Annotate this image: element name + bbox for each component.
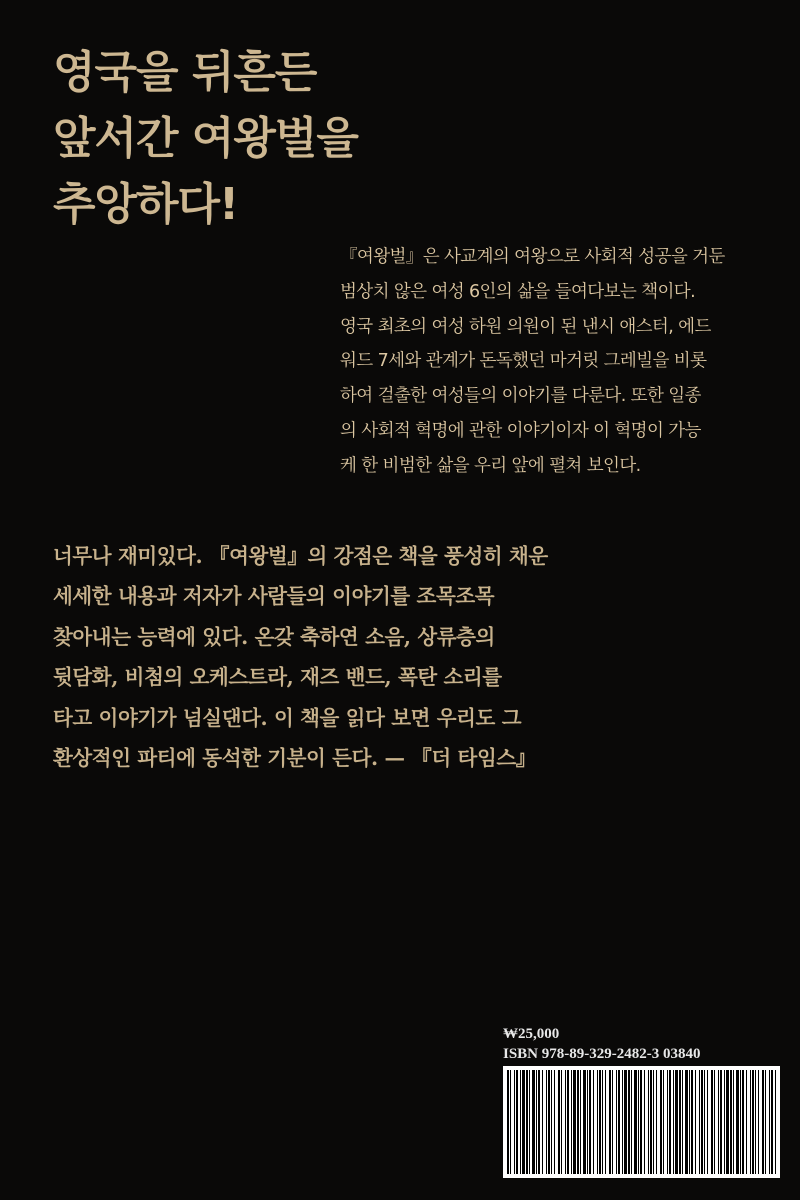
review-line-6: 환상적인 파티에 동석한 기분이 든다. — 『더 타임스』 [53, 746, 536, 771]
price-isbn-block [503, 1024, 701, 1064]
isbn-label: ISBN 978-89-329-2482-3 03840 [503, 1046, 701, 1062]
barcode [503, 1066, 780, 1178]
review-line-2: 세세한 내용과 저자가 사람들의 이야기를 조목조목 [53, 584, 495, 609]
review-line-4: 뒷담화, 비첨의 오케스트라, 재즈 밴드, 폭탄 소리를 [53, 665, 502, 690]
summary-line-3: 영국 최초의 여성 하원 의원이 된 낸시 애스터, 에드 [340, 316, 711, 337]
headline [53, 40, 358, 238]
review-line-5: 타고 이야기가 넘실댄다. 이 책을 읽다 보면 우리도 그 [53, 705, 522, 730]
review-line-3: 찾아내는 능력에 있다. 온갖 축하연 소음, 상류층의 [53, 624, 495, 649]
summary-line-2: 범상치 않은 여성 6인의 삶을 들여다보는 책이다. [340, 281, 696, 302]
review-quote [53, 536, 613, 778]
headline-line-2: 앞서간 여왕벌을 [53, 113, 358, 164]
headline-line-1: 영국을 뒤흔든 [53, 47, 317, 98]
summary-line-5: 하여 걸출한 여성들의 이야기를 다룬다. 또한 일종 [340, 386, 701, 407]
review-line-1: 너무나 재미있다. 『여왕벌』의 강점은 책을 풍성히 채운 [53, 544, 548, 568]
headline-line-3: 추앙하다! [53, 179, 239, 230]
book-summary [340, 240, 770, 484]
price-label: ₩25,000 [503, 1026, 560, 1042]
summary-line-6: 의 사회적 혁명에 관한 이야기이자 이 혁명이 가능 [340, 420, 701, 441]
summary-line-7: 케 한 비범한 삶을 우리 앞에 펼쳐 보인다. [340, 455, 641, 476]
barcode-graphic [503, 1066, 780, 1178]
summary-line-4: 워드 7세와 관계가 돈독했던 마거릿 그레빌을 비롯 [340, 351, 707, 372]
summary-line-1: 『여왕벌』은 사교계의 여왕으로 사회적 성공을 거둔 [340, 247, 725, 267]
